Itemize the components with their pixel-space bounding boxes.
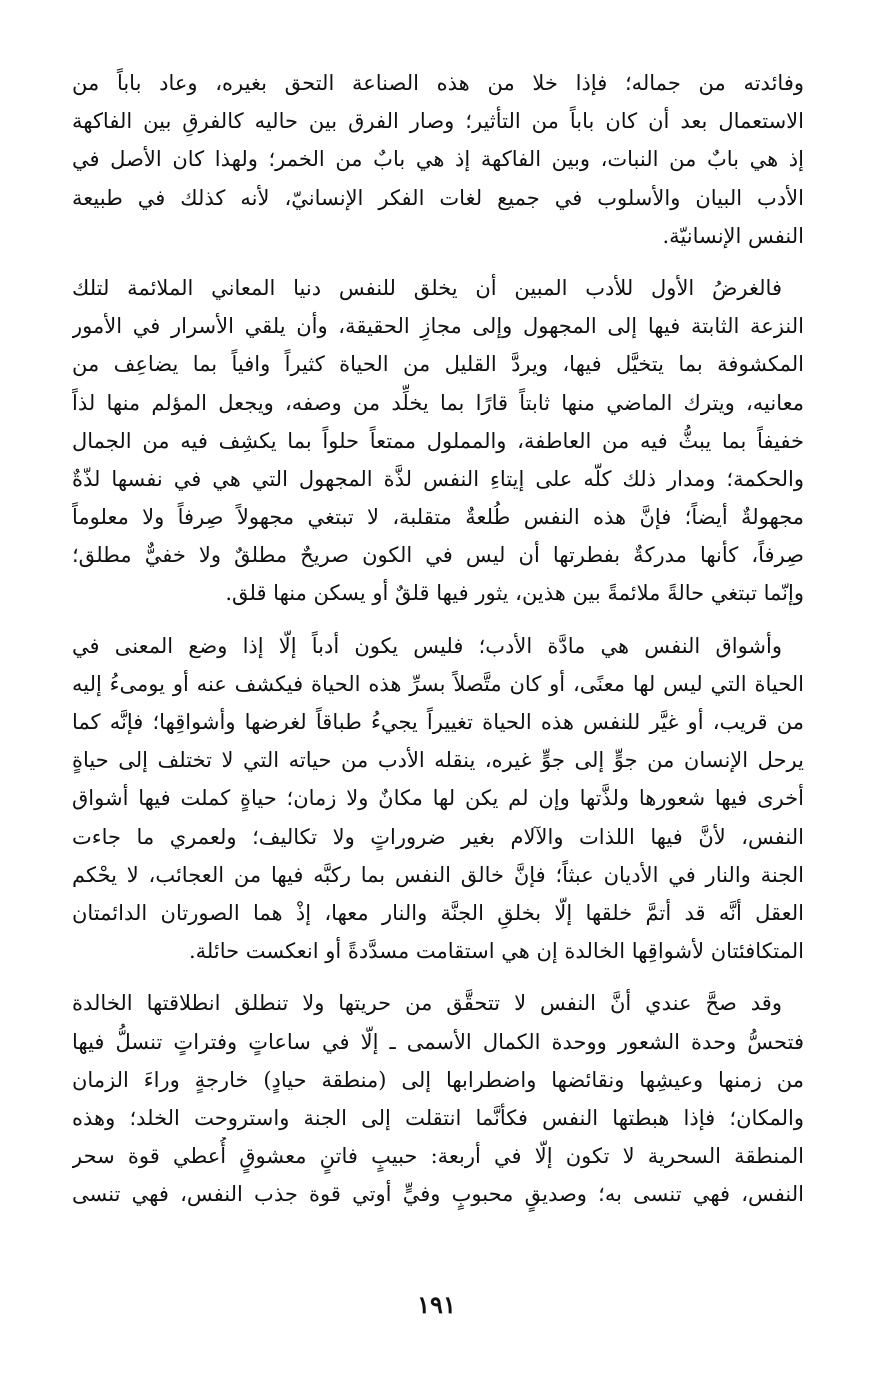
paragraph-1 — [72, 64, 804, 255]
text-line: يرحل الإنسان من جوٍّ إلى جوٍّ غيره، ينقله الأدب من حياته التي لا تختلف إلى حياةٍ — [72, 748, 804, 773]
text-line: المتكافئتان لأشواقِها الخالدة إن هي استقامت مسدَّدةً أو انعكست حائلة. — [189, 939, 804, 964]
text-line: وقد صحَّ عندي أنَّ النفس لا تتحقَّق من حريتها ولا تنطلق انطلاقتها الخالدة — [72, 991, 782, 1016]
text-line: وإنّما تبتغي حالةً ملائمةً بين هذين، يثور فيها قلقٌ أو يسكن منها قلق. — [225, 581, 804, 606]
text-line: النزعة الثابتة فيها إلى المجهول وإلى مجازِ الحقيقة، وأن يلقي الأسرار في الأمور — [72, 314, 804, 339]
text-line: وأشواق النفس هي مادَّة الأدب؛ فليس يكون أدباً إلّا إذا وضع المعنى في — [72, 633, 782, 658]
text-line: الاستعمال بعد أن كان باباً من التأثير؛ وصار الفرق بين حاليه كالفرقِ بين الفاكهة — [72, 109, 804, 134]
text-line: الجنة والنار في الأديان عبثاً؛ فإنَّ خالق النفس بما ركبَّه فيها من العجائب، لا يحْكم — [72, 862, 804, 887]
text-body — [72, 64, 804, 1227]
text-line: الأدب البيان والأسلوب في جميع لغات الفكر الإنسانيّ، لأنه كذلك في طبيعة — [72, 185, 804, 210]
text-line: معانيه، ويترك الماضي منها ثابتاً قارًا بما يخلِّد من وصفه، ويجعل المؤلم منها لذاً — [72, 390, 804, 415]
text-line: العقل أنَّه قد أتمَّ خلقها إلّا بخلقِ الجنَّة والنار معها، إذْ هما الصورتان الدائمتان — [72, 900, 804, 925]
text-line: الحياة التي ليس لها معنًى، أو كان متَّصلاً بسرِّ هذه الحياة فيكشف عنه أو يومىءُ إليه — [72, 671, 804, 696]
text-line: النفس، فهي تنسى به؛ وصديقٍ محبوبٍ وفيٍّ أوتي قوة جذب النفس، فهي تنسى — [72, 1182, 804, 1207]
text-line: النفس، لأنَّ فيها اللذات والآلام بغير ضروراتٍ ولا تكاليف؛ ولعمري ما جاءت — [72, 824, 804, 849]
text-line: إذ هي بابٌ من النبات، وبين الفاكهة إذ هي بابٌ من الخمر؛ ولهذا كان الأصل في — [72, 147, 804, 172]
text-line: المنطقة السحرية لا تكون إلّا في أربعة: حبيبٍ فاتنٍ معشوقٍ أُعطي قوة سحر — [72, 1144, 804, 1169]
text-line: والحكمة؛ ومدار ذلك كلّه على إيتاءِ النفس لذَّة المجهول التي هي في نفسها لذّةٌ — [72, 466, 804, 491]
paragraph-3 — [72, 627, 804, 971]
text-line: فالغرضُ الأول للأدب المبين أن يخلق للنفس دنيا المعاني الملائمة لتلك — [72, 275, 782, 300]
paragraph-4 — [72, 984, 804, 1213]
text-line: من زمنها وعيشِها ونقائضها واضطرابها إلى (منطقة حيادٍ) خارجةٍ وراءَ الزمان — [72, 1067, 804, 1092]
text-line: مجهولةٌ أيضاً؛ فإنَّ هذه النفس طُلعةٌ متقلبة، لا تبتغي مجهولاً صِرفاً ولا معلوماً — [72, 505, 804, 530]
paragraph-2 — [72, 269, 804, 613]
text-line: وفائدته من جماله؛ فإذا خلا من هذه الصناعة التحق بغيره، وعاد باباً من — [72, 71, 804, 95]
text-line: صِرفاً، كأنها مدركةٌ بفطرتها أن ليس في الكون صريحٌ مطلقٌ ولا خفيٌّ مطلق؛ — [72, 543, 804, 568]
text-line: والمكان؛ فإذا هبطتها النفس فكأنَّما انتقلت إلى الجنة واستروحت الخلد؛ وهذه — [72, 1105, 804, 1130]
text-line: خفيفاً بما يبثُّ فيه من العاطفة، والمملول ممتعاً حلواً بما يكشِف فيه من الجمال — [72, 428, 804, 453]
text-line: أخرى فيها شعورها ولذَّتها وإن لم يكن لها مكانٌ ولا زمان؛ حياةٍ كملت فيها أشواق — [72, 786, 804, 811]
text-line: النفس الإنسانيّة. — [662, 223, 804, 248]
page-number: ١٩١ — [417, 1290, 456, 1319]
text-line: المكشوفة بما يتخيَّل فيها، ويردَّ القليل من الحياة كثيراً وافياً بما يضاعِف من — [72, 352, 804, 377]
text-line: من قريب، أو غيَّر للنفس هذه الحياة تغييراً يجيءُ طباقاً لغرضها وأشواقِها؛ فإنَّه كما — [72, 710, 804, 734]
text-line: فتحسُّ وحدة الشعور ووحدة الكمال الأسمى ـ إلّا في ساعاتٍ وفتراتٍ تنسلُّ فيها — [72, 1029, 804, 1054]
